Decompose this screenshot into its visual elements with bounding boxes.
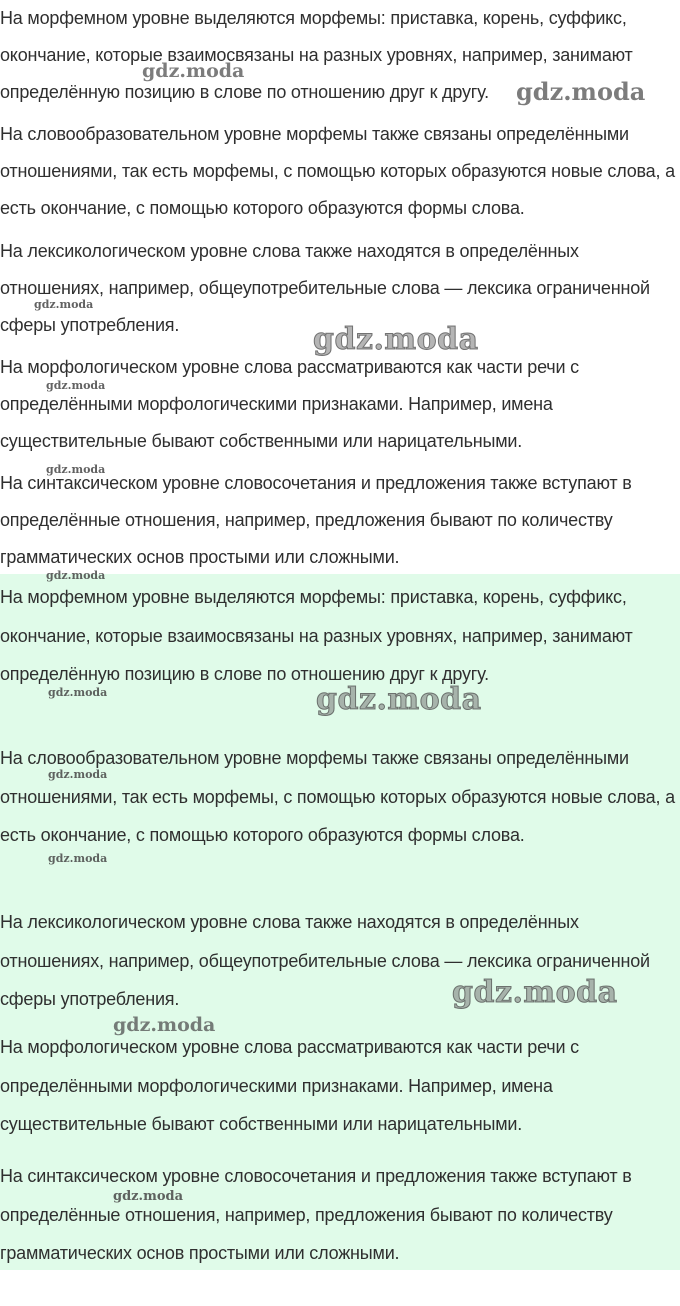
watermark: gdz.moda xyxy=(316,682,482,717)
paragraph-lexicological: На лексикологическом уровне слова также находятся в определённых отношениях, например, общеупотребительные слова — лексика ограниченной сферы употребления. xyxy=(0,241,650,335)
watermark: gdz.moda xyxy=(516,77,646,106)
answer-highlight-block xyxy=(0,574,680,1270)
paragraph-morphological: На морфологическом уровне слова рассматриваются как части речи с определёнными морфологическими признаками. Например, имена существительные бывают собственными или нарицательными. xyxy=(0,1037,579,1134)
answer-text-block xyxy=(0,0,680,574)
paragraph-word-formation: На словообразовательном уровне морфемы также связаны определёнными отношениями, так есть морфемы, с помощью которых образуются новые слова, а есть окончание, с помощью которого образуются формы слова. xyxy=(0,748,675,845)
paragraph-word-formation: На словообразовательном уровне морфемы также связаны определёнными отношениями, так есть морфемы, с помощью которых образуются новые слова, а есть окончание, с помощью которого образуются формы слова. xyxy=(0,124,675,218)
watermark: gdz.moda xyxy=(48,852,108,865)
watermark: gdz.moda xyxy=(46,463,106,476)
watermark: gdz.moda xyxy=(113,1189,184,1204)
watermark: gdz.moda xyxy=(142,60,245,82)
paragraph-morphemic: На морфемном уровне выделяются морфемы: приставка, корень, суффикс, окончание, которые взаимосвязаны на разных уровнях, например, занимают определённую позицию в слове по отношению друг к другу. xyxy=(0,587,633,684)
watermark: gdz.moda xyxy=(452,975,618,1010)
watermark: gdz.moda xyxy=(48,768,108,781)
paragraph-syntactic: На синтаксическом уровне словосочетания и предложения также вступают в определённые отношения, например, предложения бывают по количеству грамматических основ простыми или сложными. xyxy=(0,1166,632,1263)
watermark: gdz.moda xyxy=(46,379,106,392)
paragraph-morphological: На морфологическом уровне слова рассматриваются как части речи с определёнными морфологическими признаками. Например, имена существительные бывают собственными или нарицательными. xyxy=(0,357,579,451)
paragraph-morphemic: На морфемном уровне выделяются морфемы: приставка, корень, суффикс, окончание, которые взаимосвязаны на разных уровнях, например, занимают определённую позицию в слове по отношению друг к другу. xyxy=(0,8,633,102)
watermark: gdz.moda xyxy=(113,1014,216,1036)
watermark: gdz.moda xyxy=(313,322,479,357)
watermark: gdz.moda xyxy=(48,686,108,699)
watermark: gdz.moda xyxy=(34,298,94,311)
watermark: gdz.moda xyxy=(46,569,106,582)
paragraph-lexicological: На лексикологическом уровне слова также находятся в определённых отношениях, например, общеупотребительные слова — лексика ограниченной сферы употребления. xyxy=(0,912,650,1009)
paragraph-syntactic: На синтаксическом уровне словосочетания и предложения также вступают в определённые отношения, например, предложения бывают по количеству грамматических основ простыми или сложными. xyxy=(0,473,632,567)
